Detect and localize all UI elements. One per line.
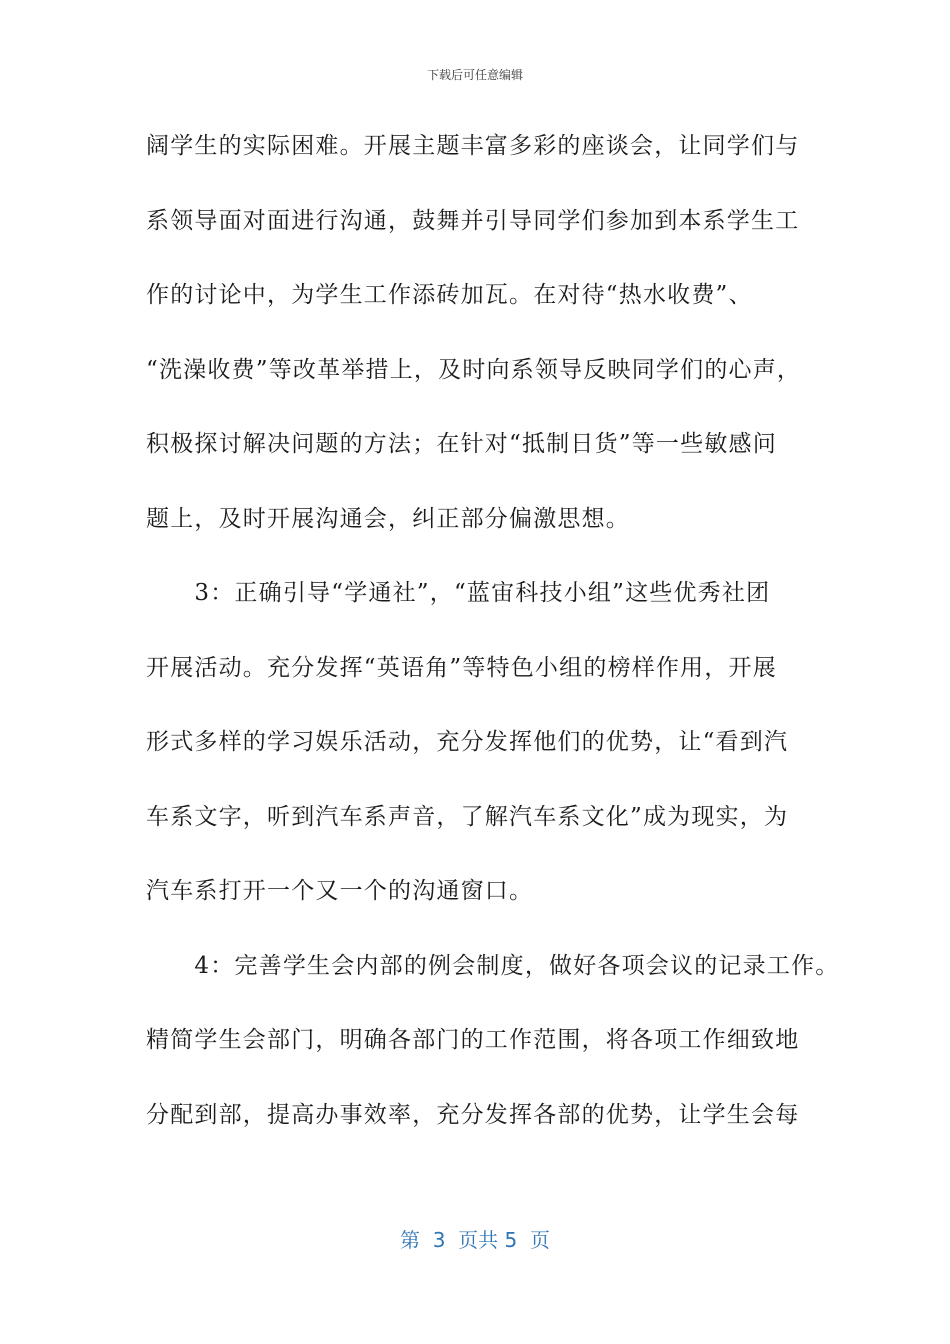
body-line: 4：完善学生会内部的例会制度，做好各项会议的记录工作。 — [146, 952, 840, 979]
page-number-footer: 第 3 页共 5 页 — [400, 1228, 550, 1252]
body-line: 形式多样的学习娱乐活动，充分发挥他们的优势，让“看到汽 — [146, 729, 789, 755]
body-line: 汽车系打开一个又一个的沟通窗口。 — [146, 878, 534, 904]
page-header: 下载后可任意编辑 — [426, 68, 523, 82]
body-line: 作的讨论中，为学生工作添砖加瓦。在对待“热水收费”、 — [146, 282, 753, 308]
body-line: 题上，及时开展沟通会，纠正部分偏激思想。 — [146, 505, 630, 532]
body-line: 开展活动。充分发挥“英语角”等特色小组的榜样作用，开展 — [146, 654, 777, 681]
body-line: 积极探讨解决问题的方法；在针对“抵制日货”等一些敏感问 — [146, 431, 777, 457]
body-line: 3：正确引导“学通社”，“蓝宙科技小组”这些优秀社团 — [146, 580, 771, 606]
body-line: 精简学生会部门，明确各部门的工作范围，将各项工作细致地 — [146, 1027, 800, 1053]
body-line: 车系文字，听到汽车系声音，了解汽车系文化”成为现实，为 — [146, 803, 789, 830]
body-line: 阔学生的实际困难。开展主题丰富多彩的座谈会，让同学们与 — [146, 133, 800, 159]
document-body — [146, 122, 846, 1165]
body-line: 分配到部，提高办事效率，充分发挥各部的优势，让学生会每 — [146, 1101, 800, 1128]
body-line: 系领导面对面进行沟通，鼓舞并引导同学们参加到本系学生工 — [146, 207, 800, 234]
body-line: “洗澡收费”等改革举措上，及时向系领导反映同学们的心声， — [146, 356, 802, 383]
